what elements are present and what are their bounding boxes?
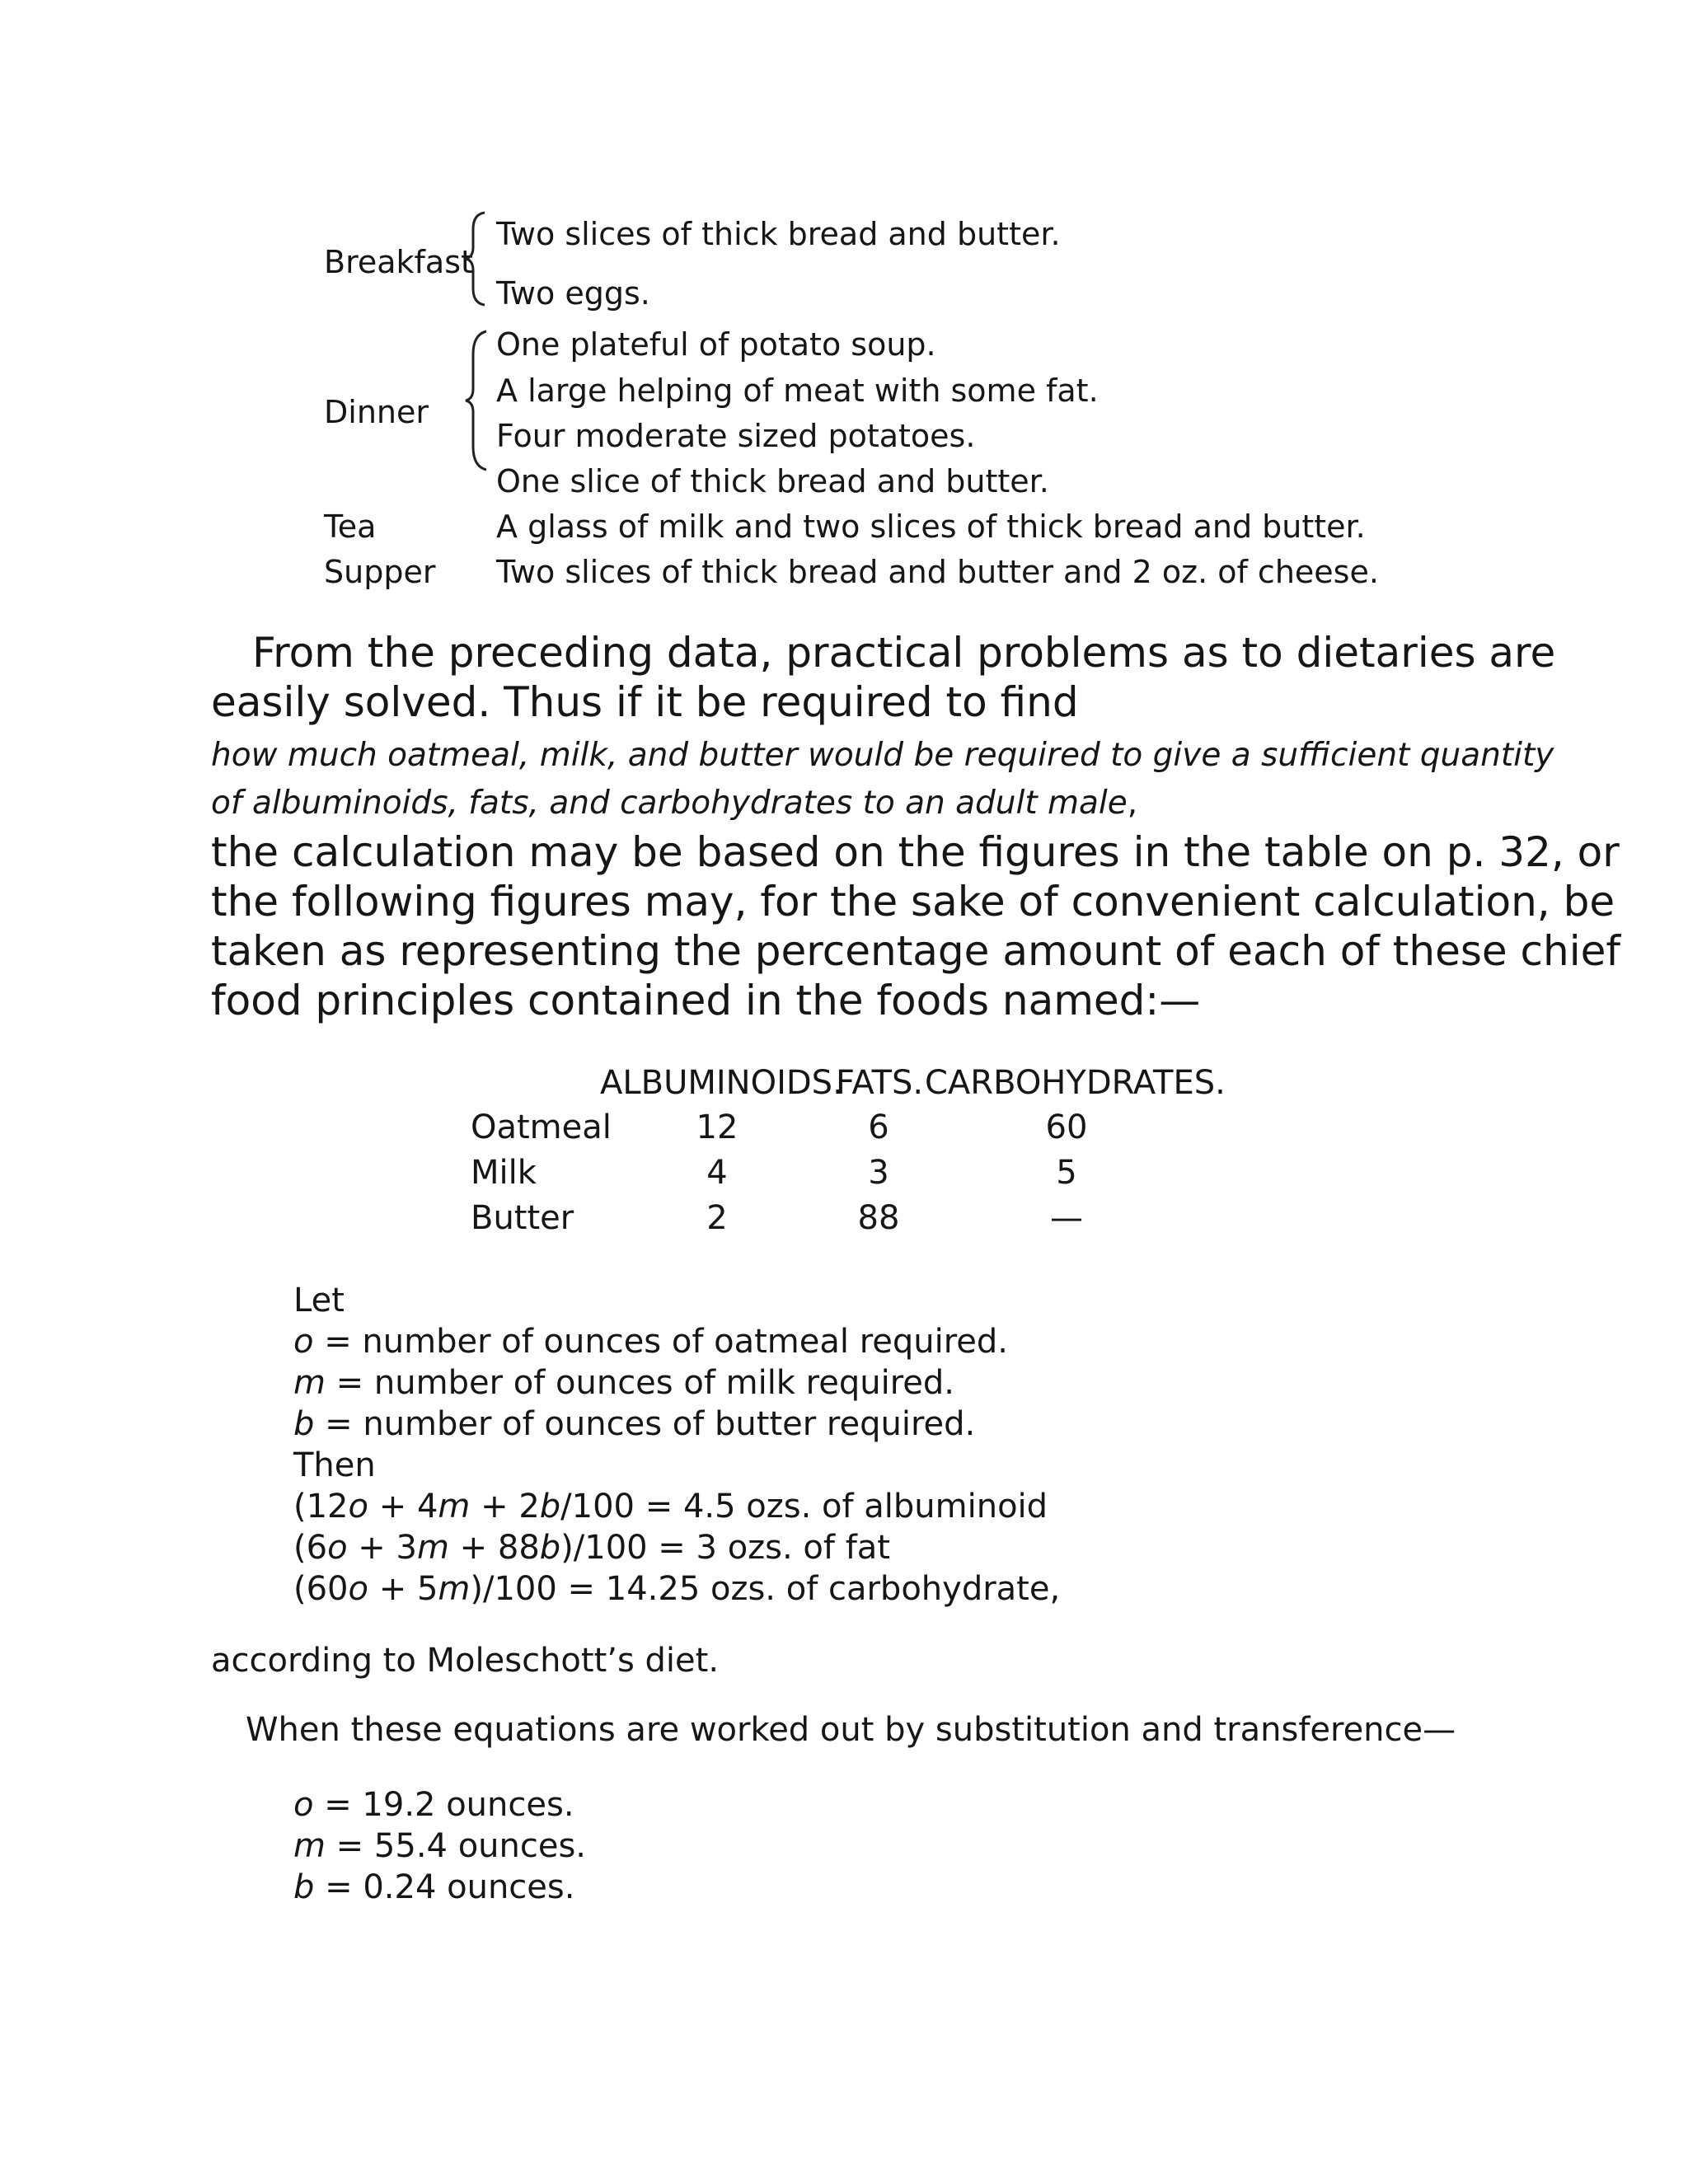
meal-label-tea: Tea — [324, 509, 377, 545]
eq-text: (6 — [293, 1529, 328, 1567]
table-cell: 12 — [696, 1108, 738, 1146]
table-cell: 2 — [706, 1199, 728, 1237]
then-label: Then — [293, 1446, 376, 1484]
meal-label-dinner: Dinner — [324, 394, 429, 430]
table-cell: 4 — [706, 1154, 728, 1192]
eq-text: + 2 — [470, 1488, 540, 1526]
meal-item: A large helping of meat with some fat. — [496, 373, 1099, 409]
variable-symbol: o — [293, 1323, 314, 1361]
definition-text: = number of ounces of oatmeal required. — [313, 1323, 1009, 1361]
table-cell: 3 — [868, 1154, 889, 1192]
definition-line — [293, 1404, 975, 1445]
result-line — [293, 1825, 586, 1867]
table-cell: 6 — [868, 1108, 889, 1146]
eq-text: + 88 — [448, 1529, 540, 1567]
meal-label-breakfast: Breakfast — [324, 244, 473, 280]
meal-item: A glass of milk and two slices of thick bread and butter. — [496, 509, 1366, 545]
text-line: food principles contained in the foods named:— — [211, 977, 1201, 1024]
meal-label-supper: Supper — [324, 554, 436, 590]
paragraph-calculation — [211, 827, 1620, 1025]
eq-text: + 4 — [368, 1488, 438, 1526]
eq-var: o — [348, 1570, 368, 1608]
brace-breakfast — [463, 209, 493, 308]
text-line: the following figures may, for the sake of convenient calculation, be — [211, 878, 1615, 926]
result-text: = 0.24 ounces. — [314, 1868, 575, 1906]
definition-text: = number of ounces of milk required. — [325, 1364, 954, 1402]
variable-symbol: b — [293, 1868, 315, 1906]
variable-symbol: m — [293, 1827, 326, 1865]
brace-dinner — [463, 326, 493, 475]
question-text: of albuminoids, fats, and carbohydrates to an adult male — [211, 785, 1128, 822]
text-line: the calculation may be based on the figures in the table on p. 32, or — [211, 828, 1620, 876]
meal-item: One plateful of potato soup. — [496, 326, 936, 363]
result-line — [293, 1784, 574, 1825]
meal-item: Two slices of thick bread and butter and 2 oz. of cheese. — [496, 554, 1379, 590]
table-cell: 60 — [1045, 1108, 1088, 1146]
eq-text: /100 = 4.5 ozs. of albuminoid — [560, 1488, 1048, 1526]
eq-var: b — [539, 1529, 561, 1567]
definition-line — [293, 1362, 954, 1404]
eq-var: o — [348, 1488, 368, 1526]
column-header-albuminoids: ALBUMINOIDS. — [600, 1064, 843, 1102]
table-row-label: Butter — [471, 1199, 574, 1237]
column-header-fats: FATS. — [836, 1064, 924, 1102]
substitution-text: When these equations are worked out by substitution and transference— — [246, 1711, 1456, 1749]
moleschott-note: according to Moleschott’s diet. — [211, 1642, 720, 1680]
meal-item: Two eggs. — [496, 275, 650, 312]
eq-var: o — [327, 1529, 348, 1567]
definition-text: = number of ounces of butter required. — [314, 1405, 976, 1443]
eq-text: )/100 = 14.25 ozs. of carbohydrate, — [470, 1570, 1061, 1608]
variable-symbol: b — [293, 1405, 315, 1443]
equation-carbohydrate — [293, 1568, 1060, 1610]
result-text: = 19.2 ounces. — [313, 1786, 574, 1824]
result-line — [293, 1867, 574, 1908]
eq-text: + 3 — [347, 1529, 417, 1567]
column-header-carbohydrates: CARBOHYDRATES. — [925, 1064, 1226, 1102]
meal-item: One slice of thick bread and butter. — [496, 463, 1049, 499]
meal-item: Two slices of thick bread and butter. — [496, 216, 1061, 252]
table-cell: 88 — [857, 1199, 900, 1237]
eq-text: )/100 = 3 ozs. of fat — [560, 1529, 890, 1567]
eq-text: (12 — [293, 1488, 349, 1526]
text-line: taken as representing the percentage amount of each of these chief — [211, 927, 1620, 975]
variable-symbol: m — [293, 1364, 326, 1402]
question-line — [211, 780, 1137, 827]
equation-albuminoid — [293, 1486, 1048, 1527]
paragraph-intro — [211, 628, 1556, 727]
equation-fat — [293, 1527, 890, 1568]
text-line: From the preceding data, practical problems as to dietaries are — [252, 629, 1556, 677]
eq-text: (60 — [293, 1570, 349, 1608]
question-line: how much oatmeal, milk, and butter would be required to give a sufficient quantity — [211, 737, 1554, 774]
table-cell: 5 — [1056, 1154, 1077, 1192]
meal-item: Four moderate sized potatoes. — [496, 418, 976, 454]
let-label: Let — [293, 1282, 345, 1319]
result-text: = 55.4 ounces. — [325, 1827, 587, 1865]
eq-var: m — [438, 1570, 471, 1608]
question-comma: , — [1127, 785, 1138, 822]
eq-var: m — [438, 1488, 471, 1526]
eq-var: b — [539, 1488, 561, 1526]
text-line: easily solved. Thus if it be required to find — [211, 678, 1079, 726]
definition-line — [293, 1321, 1008, 1362]
table-row-label: Oatmeal — [471, 1108, 612, 1146]
table-row-label: Milk — [471, 1154, 537, 1192]
variable-symbol: o — [293, 1786, 314, 1824]
eq-var: m — [416, 1529, 449, 1567]
table-cell: — — [1050, 1199, 1083, 1237]
eq-text: + 5 — [368, 1570, 438, 1608]
